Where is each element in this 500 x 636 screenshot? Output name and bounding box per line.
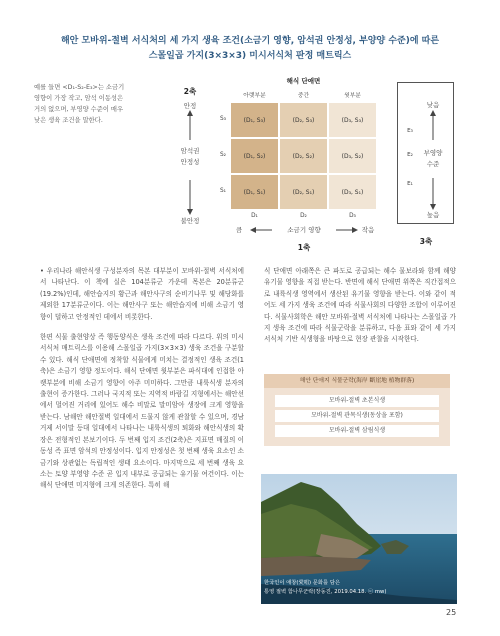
- row-label-s3: S₃: [219, 116, 226, 122]
- axis3-mid-label-2: 수준: [426, 160, 440, 168]
- cell-d3-s2: (D₃, S₂): [328, 138, 377, 174]
- row-label-s2: S₂: [219, 152, 226, 158]
- title-line-2: 스몰일곱 가지(3×3×3) 미시서식처 판정 매트릭스: [148, 51, 352, 61]
- axis2-top-label: 안정: [183, 102, 197, 110]
- cell-d1-s3: (D₁, S₃): [230, 102, 279, 138]
- table-row: 모바위-절벽 삼림식생: [275, 425, 439, 437]
- d-label-1: D₁: [251, 213, 258, 219]
- axis3-mid-label-1: 부영양: [423, 149, 443, 157]
- axis2-name: 2축: [183, 87, 197, 96]
- cell-d3-s3: (D₃, S₃): [328, 102, 377, 138]
- paragraph-3: 식 단애면 아래쪽은 큰 파도로 공급되는 해수 물보라와 함께 해양 유기물 영향을 직접 받는다. 반면에 해식 단애면 위쪽은 직간접적으로 내륙식생 영역에서 생산된 유기물 영향을 받는다. 이와 같이 적어도 세 가지 생육 조건에 따라 식물사회의 다양한 조합이 이루어진다. 식물사회학은 해안 모바위-절벽 서식처에 나타나는 스몰일곱 가지 생육 조건에 따라 식물군락을 분류하고, 다음 표와 같이 세 가지 서식처 기반 식생형을 바탕으로 현장 관찰을 시작한다.: [264, 267, 456, 344]
- axis3-name: 3축: [419, 237, 433, 246]
- col-header-middle: 중간: [297, 93, 310, 99]
- cell-d1-s2: (D₁, S₂): [230, 138, 279, 174]
- axis2-mid-label-1: 암석권: [180, 147, 200, 155]
- e-label-2: E₂: [407, 152, 413, 158]
- axis3-top-label: 낮음: [426, 101, 440, 109]
- axis1-mid-label: 소금기 영향: [287, 226, 321, 234]
- cell-d2-s2: (D₂, S₂): [279, 138, 328, 174]
- page-number: 25: [446, 608, 457, 617]
- caption-line-1: 한국인이 애창(愛唱) 문화를 담은: [264, 580, 341, 586]
- left-column: [40, 266, 244, 492]
- d-label-2: D₂: [300, 213, 307, 219]
- col-header-upper: 윗부분: [344, 93, 361, 99]
- cell-d2-s3: (D₂, S₃): [279, 102, 328, 138]
- d-label-3: D₃: [349, 213, 356, 219]
- title-line-1: 해안 모바위-절벽 서식처의 세 가지 생육 조건(소금기 영향, 암석권 안정성, 부양양 수준)에 따른: [60, 36, 440, 46]
- row-label-s1: S₁: [219, 188, 226, 194]
- paragraph-1: • 우리나라 해안식생 구성분자의 목본 대부분이 모바위-절벽 서식처에서 나타난다. 이 책에 실은 104분류군 가운데 목본은 20분류군(19.2%)인데, 해안습지의 황근과 해안사구의 순비기나무 및 해당화를 제외한 17분류군이다. 이는 해안사구 또는 해안습지에 비해 소금기 영향이 덜하고 안정적인 데에서 비롯한다.: [40, 267, 244, 321]
- e-label-3: E₃: [407, 128, 413, 134]
- axis1-name: 1축: [297, 243, 311, 252]
- axis3-bottom-label: 높음: [426, 211, 440, 219]
- paragraph-2: 한편 식물 출현양상 즉 행동양식은 생육 조건에 따라 다르다. 위의 미시서식처 매트릭스를 이용해 스몰일곱 가지(3×3×3) 생육 조건을 구분할 수 있다. 해식 단애면에 정착할 식물에게 미치는 결정적인 생육 조건(1축)은 소금기 영향 정도이다. 해식 단애면 윗부분은 파식대에 인접한 아랫부분에 비해 소금기 영향이 아주 미미하다. 그만큼 내륙식생 분자의 출현이 증가한다. 그러나 국지적 또는 지역적 바람길 지형에서는 해안선에서 멀어진 거리에 있어도 해수 비말로 말미암아 생장에 크게 영향을 받는다. 남해안 해안절벽 일대에서 드물지 않게 관찰할 수 있으며, 경남 거제 서이말 등대 일대에서 나타나는 내륙식생의 퇴화와 해안식생의 확장은 전형적인 본보기이다. 두 번째 입지 조건(2축)은 지표면 매질의 이동성 즉 표면 암석의 안정성이다. 입지 안정성은 첫 번째 생육 요소인 소금기와 상관없는 독립적인 생태 요소이다. 마지막으로 세 번째 생육 요소는 토양 부영양 수준 곧 입지 내부로 공급되는 유기물 여건이다. 이는 해식 단애면 미지형에 크게 의존한다. 특히 해: [40, 333, 244, 490]
- photo-caption: [264, 579, 454, 597]
- axis1-left-label: 큼: [235, 226, 243, 234]
- e-label-1: E₁: [407, 181, 413, 187]
- caption-line-2: 통영 절벽 함나무군락(장동진, 2019.04.18. ⓒ mw): [264, 589, 387, 595]
- cliff-face-label: 해식 단애면: [286, 77, 321, 85]
- matrix-diagram: [0, 0, 500, 260]
- right-column: [264, 266, 456, 346]
- cell-d3-s1: (D₃, S₁): [328, 174, 377, 210]
- table-row: 모바위-절벽 관목식생(동상을 포함): [275, 410, 439, 422]
- axis2-mid-label-2: 안정성: [180, 158, 200, 166]
- matrix-note: 예를 들면 <D₁-S₂-E₃>는 소금기 영향이 가장 작고, 암석 이동성은 거의 없으며, 부영양 수준이 매우 낮은 생육 조건을 말한다.: [34, 84, 125, 124]
- vegetation-table-header: 해안 단애지 식물군락(海岸 斷崖地 植物群落): [264, 374, 450, 388]
- cell-d2-s1: (D₂, S₁): [279, 174, 328, 210]
- cell-d1-s1: (D₁, S₁): [230, 174, 279, 210]
- axis2-bottom-label: 불안정: [180, 217, 200, 225]
- axis1-right-label: 작음: [361, 226, 375, 234]
- table-row: 모바위-절벽 초본식생: [275, 395, 439, 407]
- col-header-lower: 아랫부분: [243, 93, 266, 99]
